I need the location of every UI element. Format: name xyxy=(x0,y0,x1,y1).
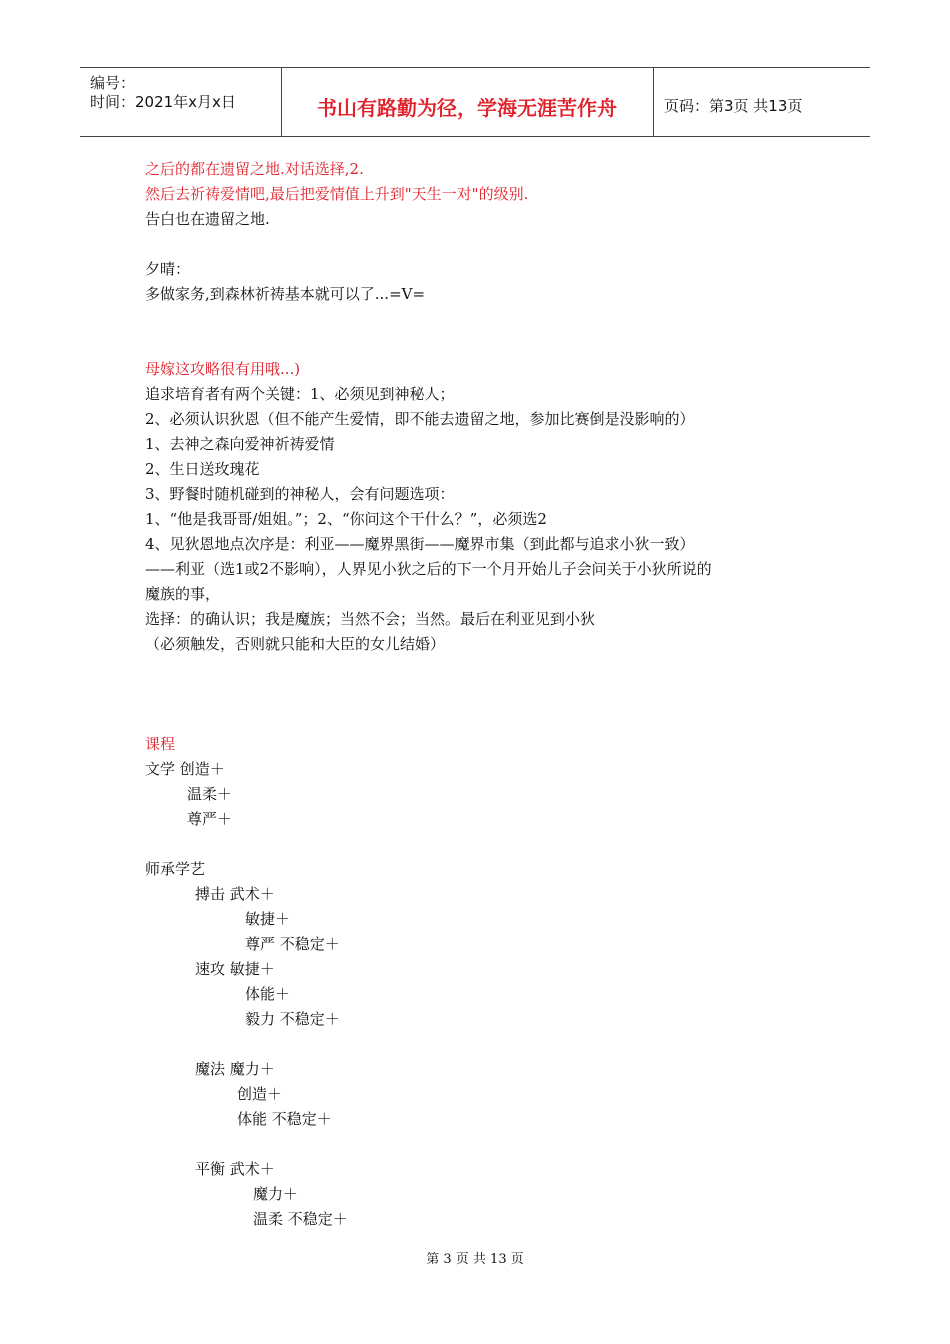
text-line: 夕晴： xyxy=(145,260,191,278)
text-line: 速攻 敏捷＋ xyxy=(195,960,275,978)
text-line: 温柔＋ xyxy=(187,785,233,803)
text-line: 敏捷＋ xyxy=(245,910,291,928)
text-line: 平衡 武术＋ xyxy=(195,1160,275,1178)
text-line: 多做家务,到森林祈祷基本就可以了...=V= xyxy=(145,285,426,303)
text-line: 魔族的事， xyxy=(145,585,221,603)
text-line: 文学 创造＋ xyxy=(145,760,225,778)
page-header xyxy=(80,67,870,137)
text-line: 1、去神之森向爱神祈祷爱情 xyxy=(145,435,335,453)
text-line: 3、野餐时随机碰到的神秘人，会有问题选项： xyxy=(145,485,455,503)
text-line: 体能＋ xyxy=(245,985,291,1003)
text-line: 毅力 不稳定＋ xyxy=(245,1010,340,1028)
text-line: 体能 不稳定＋ xyxy=(237,1110,332,1128)
text-line: 1、“他是我哥哥/姐姐。”；2、“你问这个干什么？”，必须选2 xyxy=(145,510,547,528)
text-line: 尊严 不稳定＋ xyxy=(245,935,340,953)
text-line: 2、生日送玫瑰花 xyxy=(145,460,260,478)
section-heading-line: 之后的都在遗留之地.对话选择,2. xyxy=(145,160,364,178)
text-line: 搏击 武术＋ xyxy=(195,885,275,903)
date-label: 时间：2021年x月x日 xyxy=(90,93,236,111)
text-line: 选择：的确认识；我是魔族；当然不会；当然。最后在利亚见到小狄 xyxy=(145,610,596,628)
text-line: 师承学艺 xyxy=(145,860,206,878)
text-line: 2、必须认识狄恩（但不能产生爱情，即不能去遗留之地，参加比赛倒是没影响的） xyxy=(145,410,695,428)
text-line: 温柔 不稳定＋ xyxy=(253,1210,348,1228)
text-line: 魔法 魔力＋ xyxy=(195,1060,275,1078)
text-line: 魔力＋ xyxy=(253,1185,299,1203)
header-page-number: 页码：第3页 共13页 xyxy=(664,97,803,115)
text-line: ——利亚（选1或2不影响），人界见小狄之后的下一个月开始儿子会问关于小狄所说的 xyxy=(145,560,712,578)
text-line: 创造＋ xyxy=(237,1085,283,1103)
text-line: （必须触发，否则就只能和大臣的女儿结婚） xyxy=(145,635,446,653)
text-line: 尊严＋ xyxy=(187,810,233,828)
text-line: 追求培育者有两个关键：1、必须见到神秘人； xyxy=(145,385,455,403)
section-heading-line: 课程 xyxy=(145,735,176,753)
section-heading-line: 然后去祈祷爱情吧,最后把爱情值上升到"天生一对"的级别. xyxy=(145,185,529,203)
section-heading-line: 母嫁这攻略很有用哦...) xyxy=(145,360,301,378)
text-line: 告白也在遗留之地. xyxy=(145,210,270,228)
page-footer: 第 3 页 共 13 页 xyxy=(426,1252,524,1267)
text-line: 4、见狄恩地点次序是：利亚——魔界黑街——魔界市集（到此都与追求小狄一致） xyxy=(145,535,695,553)
header-motto: 书山有路勤为径，学海无涯苦作舟 xyxy=(317,96,617,120)
header-page-cell xyxy=(653,68,871,136)
document-number-label: 编号： xyxy=(90,74,136,92)
header-info-cell xyxy=(80,68,282,136)
